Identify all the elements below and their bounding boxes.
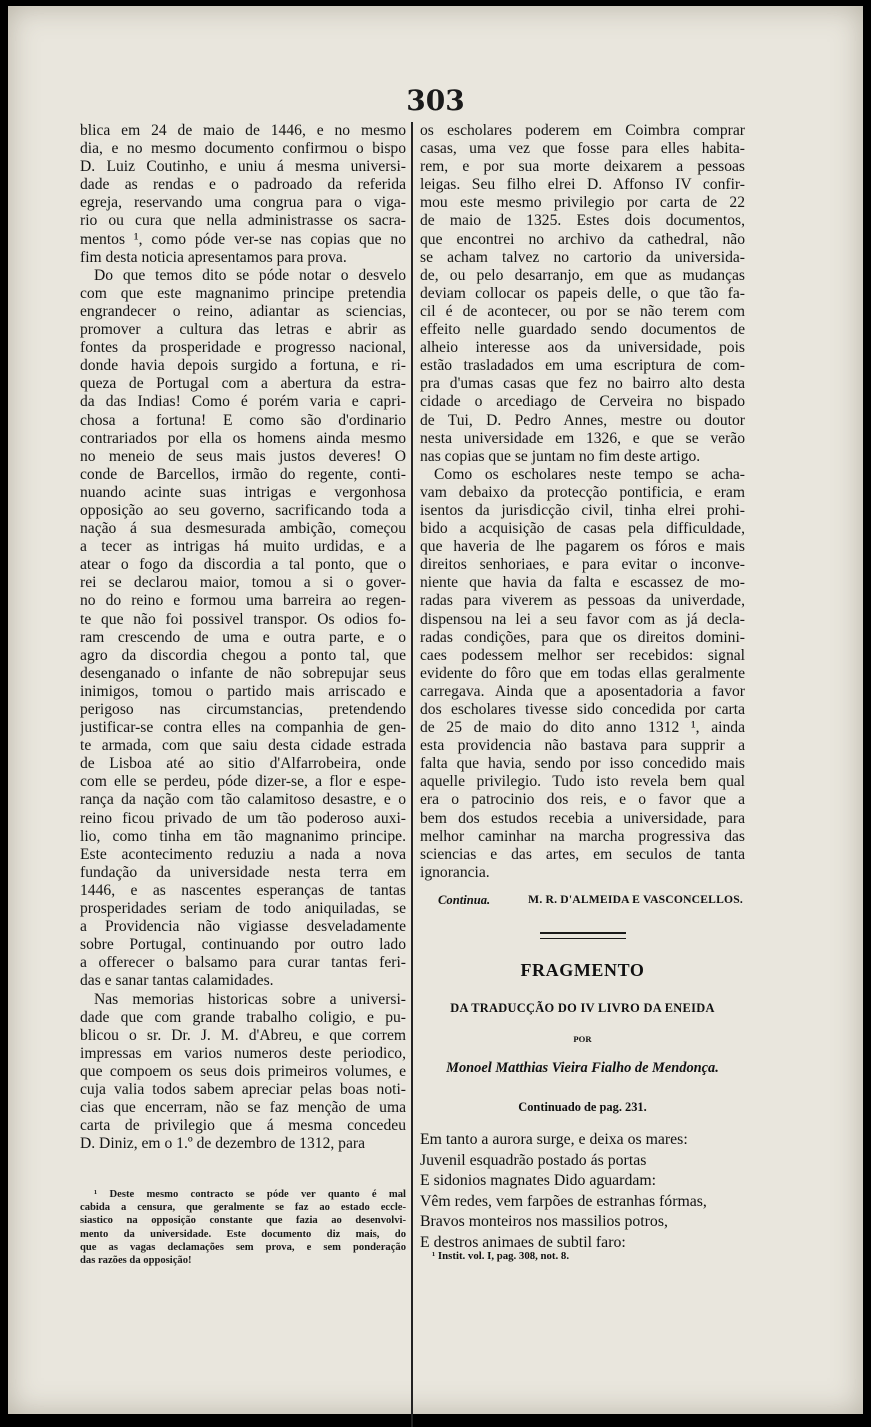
text-line: cidade o arcediago de Cerveira no bispado	[420, 393, 745, 411]
text-line: no do reino e formou uma barreira ao regen-	[80, 592, 406, 610]
text-line: effeito nelle guardado sendo documentos de	[420, 321, 745, 339]
text-line: era o patrocinio dos reis, e o favor que a	[420, 791, 745, 809]
text-line: leigas. Seu filho elrei D. Affonso IV confir-	[420, 176, 745, 194]
text-line: de, ou pelo desarranjo, em que as mudanças	[420, 266, 745, 284]
text-line: dispensou na lei a seu favor com as já decla-	[420, 610, 745, 628]
text-line: de 25 de maio do dito anno 1312 ¹, ainda	[420, 719, 745, 737]
text-line: casas, uma vez que fosse para elles habita-	[420, 140, 745, 158]
text-line: falta que havia, sendo por isso concedido mais	[420, 755, 745, 773]
text-line: promover a cultura das letras e abrir as	[80, 321, 406, 339]
text-line: radas condições, para que os direitos domini-	[420, 628, 745, 646]
page-number: 303	[406, 84, 465, 117]
translator-name: Monoel Matthias Vieira Fialho de Mendonça.	[446, 1060, 719, 1076]
text-line: ignorancia.	[420, 863, 490, 881]
text-line: carregava. Ainda que a aposentadoria a favor	[420, 682, 745, 700]
text-line: atear o fogo da discordia a tal ponto, que o	[80, 556, 406, 574]
text-line: os escholares poderem em Coimbra comprar	[420, 122, 745, 139]
text-line: blica em 24 de maio de 1446, e no mesmo	[80, 122, 406, 139]
text-line: que encontrei no archivo da cathedral, não	[420, 230, 745, 248]
text-line: mou este mesmo privilegio por carta de 22	[420, 194, 745, 212]
text-line: esta providencia não bastava para supprir a	[420, 737, 745, 755]
text-line: ram crescendo de uma e outra parte, e o	[80, 628, 406, 646]
text-line: dia, e no mesmo documento confirmou o bispo	[80, 140, 406, 158]
continua-label: Continua.	[438, 893, 491, 907]
text-line: a Providencia não vigiasse desveladamente	[80, 918, 406, 936]
text-line: de maio de 1325. Estes dois documentos,	[420, 212, 745, 230]
text-line: alheio interesse aos da universidade, pois	[420, 339, 745, 357]
poem-verse: E destros animaes de subtil faro:	[420, 1233, 626, 1251]
text-line: conde de Barcellos, irmão do regente, conti-	[80, 465, 406, 483]
text-line: agro da discordia chegou a ponto tal, que	[80, 646, 406, 664]
text-line: mento da universidade. Este documento diz mais, do	[80, 1228, 406, 1240]
text-line: nuando acinte suas intrigas e vergonhosa	[80, 483, 406, 501]
text-line: rança da nação com tão calamitoso desastre, e o	[80, 791, 406, 809]
fragment-title: FRAGMENTO	[520, 960, 645, 980]
text-line: D. Luiz Coutinho, e uniu á mesma universi-	[80, 158, 406, 176]
text-line: 1446, e as nascentes esperanças de tantas	[80, 881, 406, 899]
text-line: das e sanar tantas calamidades.	[80, 972, 274, 990]
text-line: radas para viverem as pessoas da univerdade,	[420, 592, 745, 610]
text-line: engrandecer o reino, adiantar as sciencias,	[80, 302, 406, 320]
text-line: reino ficou privado de um tão poderoso auxi-	[80, 809, 406, 827]
poem-verse: E sidonios magnates Dido aguardam:	[420, 1172, 657, 1190]
text-line: nação á sua desmesurada ambição, começou	[80, 520, 406, 538]
text-line: estão trasladados em uma escriptura de com-	[420, 357, 745, 375]
text-line: carta de privilegio que á mesma concedeu	[80, 1117, 406, 1135]
text-line: desenganado o infante de não sobrepujar seus	[80, 664, 406, 682]
text-line: te que não foi possivel transpor. Os odios fo-	[80, 610, 406, 628]
text-line: cuja valia todos sabem apreciar pelas boas noti-	[80, 1080, 406, 1098]
text-line: nesta universidade em 1326, e que se verão	[420, 429, 745, 447]
text-line: te armada, com que saiu desta cidade estrada	[80, 737, 406, 755]
text-line: que as vagas declamações sem prova, e sem ponderação	[80, 1241, 406, 1253]
text-line: Do que temos dito se póde notar o desvelo	[94, 266, 406, 284]
text-line: de Tui, D. Pedro Annes, mestre ou doutor	[420, 411, 745, 429]
text-line: justificar-se contra elles na companhia de gen-	[80, 719, 406, 737]
text-line: prosperidades seriam de todo aniquiladas, se	[80, 900, 406, 918]
text-line: aquelle privilegio. Tudo isto revela bem qual	[420, 773, 745, 791]
poem-verse: Vêm redes, vem farpões de estranhas fórmas,	[420, 1192, 707, 1210]
text-line: bido a acquisição de casas pela difficuldade,	[420, 520, 745, 538]
text-line: bem dos estudos recebia a universidade, para	[420, 809, 745, 827]
text-line: queza de Portugal com a abertura da estra-	[80, 375, 406, 393]
text-line: contrariados por ella os homens ainda mesmo	[80, 429, 406, 447]
text-line: rio ou cura que nella administrasse os sacra-	[80, 212, 406, 230]
text-line: que compoem os seus dois primeiros volumes, e	[80, 1062, 406, 1080]
text-line: fundação da universidade nesta terra em	[80, 863, 406, 881]
text-line: siastico na opposição constante que fazia ao desenvolvi-	[80, 1215, 406, 1227]
left-footnote	[80, 1188, 406, 1267]
text-line: mentos ¹, como póde ver-se nas copias que no	[80, 230, 406, 248]
text-line: de Lisboa até ao sitio d'Alfarrobeira, onde	[80, 755, 406, 773]
text-line: impressas em varios numeros deste periodico,	[80, 1044, 406, 1062]
right-footnote: ¹ Instit. vol. I, pag. 308, not. 8.	[432, 1250, 570, 1262]
right-column	[420, 122, 745, 882]
text-line: sobre Portugal, continuando por outro lado	[80, 936, 406, 954]
text-line: ¹ Deste mesmo contracto se póde ver quanto é mal	[94, 1189, 406, 1200]
text-line: perigoso nas circumstancias, pretendendo	[80, 701, 406, 718]
text-line: cil é de acontecer, ou por se não terem com	[420, 302, 745, 320]
continued-from: Continuado de pag. 231.	[518, 1100, 647, 1114]
text-line: inimigos, tomou o partido mais arriscado e	[80, 682, 406, 700]
author-name: M. R. D'ALMEIDA E VASCONCELLOS.	[528, 893, 743, 906]
text-line: D. Diniz, em o 1.º de dezembro de 1312, para	[80, 1135, 365, 1153]
text-line: opposição ao seu governo, sacrificando toda a	[80, 501, 406, 519]
column-divider	[411, 122, 413, 1427]
text-line: com que este magnanimo principe pretendia	[80, 284, 406, 302]
text-line: melhor caminhar na marcha progressiva das	[420, 827, 745, 845]
text-line: no meneio de seus mais justos deveres! O	[80, 447, 406, 465]
text-line: fim desta noticia apresentamos para prova.	[80, 248, 347, 266]
text-line: das razões da opposição!	[80, 1255, 192, 1267]
text-line: sciencias e das artes, em seculos de tanta	[420, 845, 745, 863]
text-line: que haveria de lhe pagarem os fóros e mais	[420, 538, 745, 556]
text-line: Como os escholares neste tempo se acha-	[434, 465, 745, 483]
text-line: chosa a fortuna! E como são d'ordinario	[80, 411, 406, 429]
text-line: direitos senhoriaes, e para evitar o inconve-	[420, 556, 745, 574]
text-line: cias que encerram, não se faz menção de uma	[80, 1099, 406, 1117]
text-line: Nas memorias historicas sobre a universi-	[94, 990, 406, 1008]
text-line: dade que com grande trabalho coligio, e pu-	[80, 1008, 406, 1026]
text-line: rem, e por sua morte deixarem a pessoas	[420, 158, 745, 176]
text-line: caes podessem melhor ser recebidos: signal	[420, 646, 745, 664]
text-line: da das Indias! Como é porém varia e capri-	[80, 393, 406, 411]
poem-verse: Em tanto a aurora surge, e deixa os mares:	[420, 1131, 688, 1148]
poem	[420, 1130, 750, 1254]
signature-line	[420, 893, 745, 908]
text-line: dos escholares tivesse sido concedida por carta	[420, 701, 745, 718]
section-separator	[540, 932, 626, 939]
text-line: blicou o sr. Dr. J. M. d'Abreu, e que correm	[80, 1026, 406, 1044]
poem-verse: Bravos monteiros nos massilios potros,	[420, 1213, 668, 1231]
text-line: se acham talvez no cartorio da universida-	[420, 248, 745, 266]
text-line: pra d'umas casas que fez no bairro alto desta	[420, 375, 745, 393]
left-column	[80, 122, 406, 1153]
text-line: lio, como tinha em tão magnanimo principe.	[80, 827, 406, 845]
text-line: niente que havia da falta e escassez de mo-	[420, 574, 745, 592]
poem-verse: Juvenil esquadrão postado ás portas	[420, 1151, 647, 1169]
por-label: POR	[573, 1034, 592, 1044]
text-line: evidente do fôro que em todas ellas geralmente	[420, 664, 745, 682]
text-line: donde havia depois surgido a fortuna, e ri-	[80, 357, 406, 375]
text-line: vam debaixo da protecção pontificia, e eram	[420, 483, 745, 501]
text-line: nas copias que se juntam no fim deste artigo.	[420, 447, 701, 465]
text-line: dade as rendas e o padroado da referida	[80, 176, 406, 194]
text-line: Este acontecimento reduziu a nada a nova	[80, 845, 406, 863]
text-line: rei se declarou maior, tomou a si o gover-	[80, 574, 406, 592]
text-line: fontes da prosperidade e progresso nacional,	[80, 339, 406, 357]
text-line: deviam collocar os papeis delle, o que tão fa-	[420, 284, 745, 302]
text-line: cabida a censura, que geralmente se faz ao estado eccle-	[80, 1202, 406, 1214]
fragment-subtitle: DA TRADUCÇÃO DO IV LIVRO DA ENEIDA	[450, 1001, 715, 1015]
text-line: isentos da jurisdicção civil, tinha elrei prohi-	[420, 501, 745, 519]
text-line: a tecer as intrigas há muito urdidas, e a	[80, 538, 406, 556]
text-line: com elle se perdeu, póde dizer-se, a flor e espe-	[80, 773, 406, 791]
text-line: a offerecer o balsamo para curar tantas feri-	[80, 954, 406, 972]
text-line: egreja, reservando uma congrua para o viga-	[80, 194, 406, 212]
